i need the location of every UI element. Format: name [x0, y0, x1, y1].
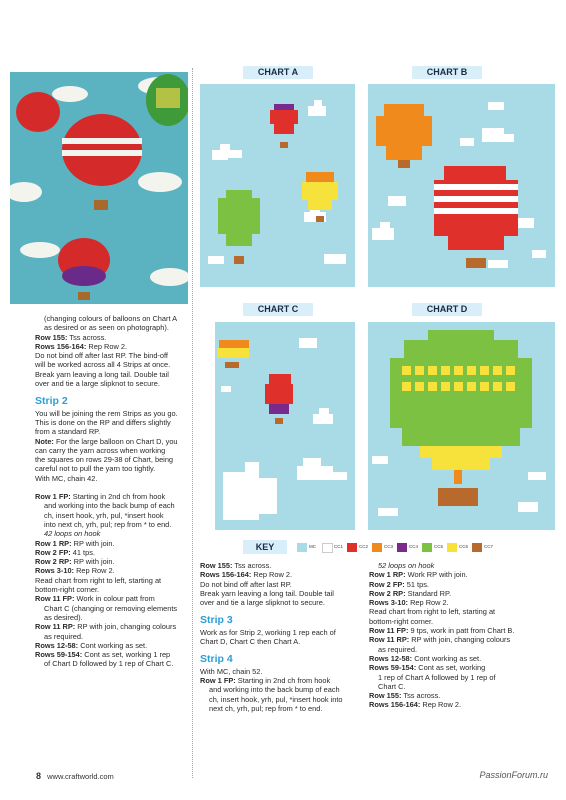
- chart-b-label: CHART B: [412, 66, 482, 79]
- strip-4-heading: Strip 4: [200, 653, 233, 666]
- chart-c-grid: [215, 322, 355, 530]
- page-number: 8: [36, 771, 42, 781]
- website-link[interactable]: www.craftworld.com: [47, 772, 114, 781]
- column-divider: [192, 68, 193, 778]
- instructions-column-3: 52 loops on hook Row 1 RP: Work RP with join. Row 2 FP: 51 tps. Row 2 RP: Standard RP. Rows 3-10: Rep Row 2. Read chart from right to left, starting at bottom-right corner. Row 11 FP: 9 tps, work in patt from Chart B. Row 11 RP: RP with join, changing colours as required. Rows 12-58: Cont working as set. Rows 59-154: Cont as set, working 1 rep of Chart A followed by 1 rep of Chart C. Row 155: Tss across. Rows 156-164: Rep Row 2.: [369, 561, 515, 710]
- cc6-swatch: [447, 543, 457, 552]
- chart-d-label: CHART D: [412, 303, 482, 316]
- watermark: PassionForum.ru: [479, 770, 548, 780]
- chart-b-grid: [368, 84, 555, 287]
- instructions-column-1: (changing colours of balloons on Chart A as desired or as seen on photograph). Row 155: Tss across. Rows 156-164: Rep Row 2. Do not bind off after last RP. The bind-off will be worked across all 4 Strips at once. Break yarn leaving a long tail. Double tail over and tie a large slipknot to secure. Strip 2 You will be joining the rem Strips as you go. This is done on the RP and differs slightly from a standard RP. Note: For the large balloon on Chart D, you can carry the yarn across when working the squares on rows 29-38 of Chart, being careful not to pull the yarn too tightly. With MC, chain 42. Row 1 FP: Starting in 2nd ch from hook and working into the back bump of each ch, insert hook, yrh, pul, *insert hook into next ch, yrh, pul; rep from * to end. 42 loops on hook Row 1 RP: RP with join. Row 2 FP: 41 tps. Row 2 RP: RP with join. Rows 3-10: Rep Row 2. Read chart from right to left, starting at bottom-right corner. Row 11 FP: Work in colour patt from Chart C (changing or removing elements as desired). Row 11 RP: RP with join, changing colours as required. Rows 12-58: Cont working as set. Rows 59-154: Cont as set, working 1 rep of Chart D followed by 1 rep of Chart C.: [35, 314, 193, 669]
- cc5-swatch: [422, 543, 432, 552]
- chart-a-grid: [200, 84, 355, 287]
- cc4-swatch: [397, 543, 407, 552]
- chart-a-label: CHART A: [243, 66, 313, 79]
- cc7-swatch: [472, 543, 482, 552]
- chart-c-label: CHART C: [243, 303, 313, 316]
- colour-key: KEY MC CC1 CC2 CC3 CC4 CC5 CC6 CC7: [203, 540, 555, 556]
- cc3-swatch: [372, 543, 382, 552]
- mc-swatch: [297, 543, 307, 552]
- instructions-column-2: Row 155: Tss across. Rows 156-164: Rep Row 2. Do not bind off after last RP. Break yarn leaving a long tail. Double tail over and tie a large slipknot to secure. Strip 3 Work as for Strip 2, working 1 rep each of Chart D, Chart C then Chart A. Strip 4 With MC, chain 52. Row 1 FP: Starting in 2nd ch from hook and working into the back bump of each ch, insert hook, yrh, pul, *insert hook into next ch, yrh, pul; rep from * to end.: [200, 561, 360, 713]
- cc2-swatch: [347, 543, 357, 552]
- cc1-swatch: [322, 543, 333, 553]
- chart-d-grid: [368, 322, 555, 530]
- strip-3-heading: Strip 3: [200, 614, 233, 627]
- knitted-blanket-photo: [10, 72, 188, 304]
- key-label: KEY: [243, 540, 287, 554]
- page-footer: [36, 771, 114, 781]
- strip-2-heading: Strip 2: [35, 395, 68, 408]
